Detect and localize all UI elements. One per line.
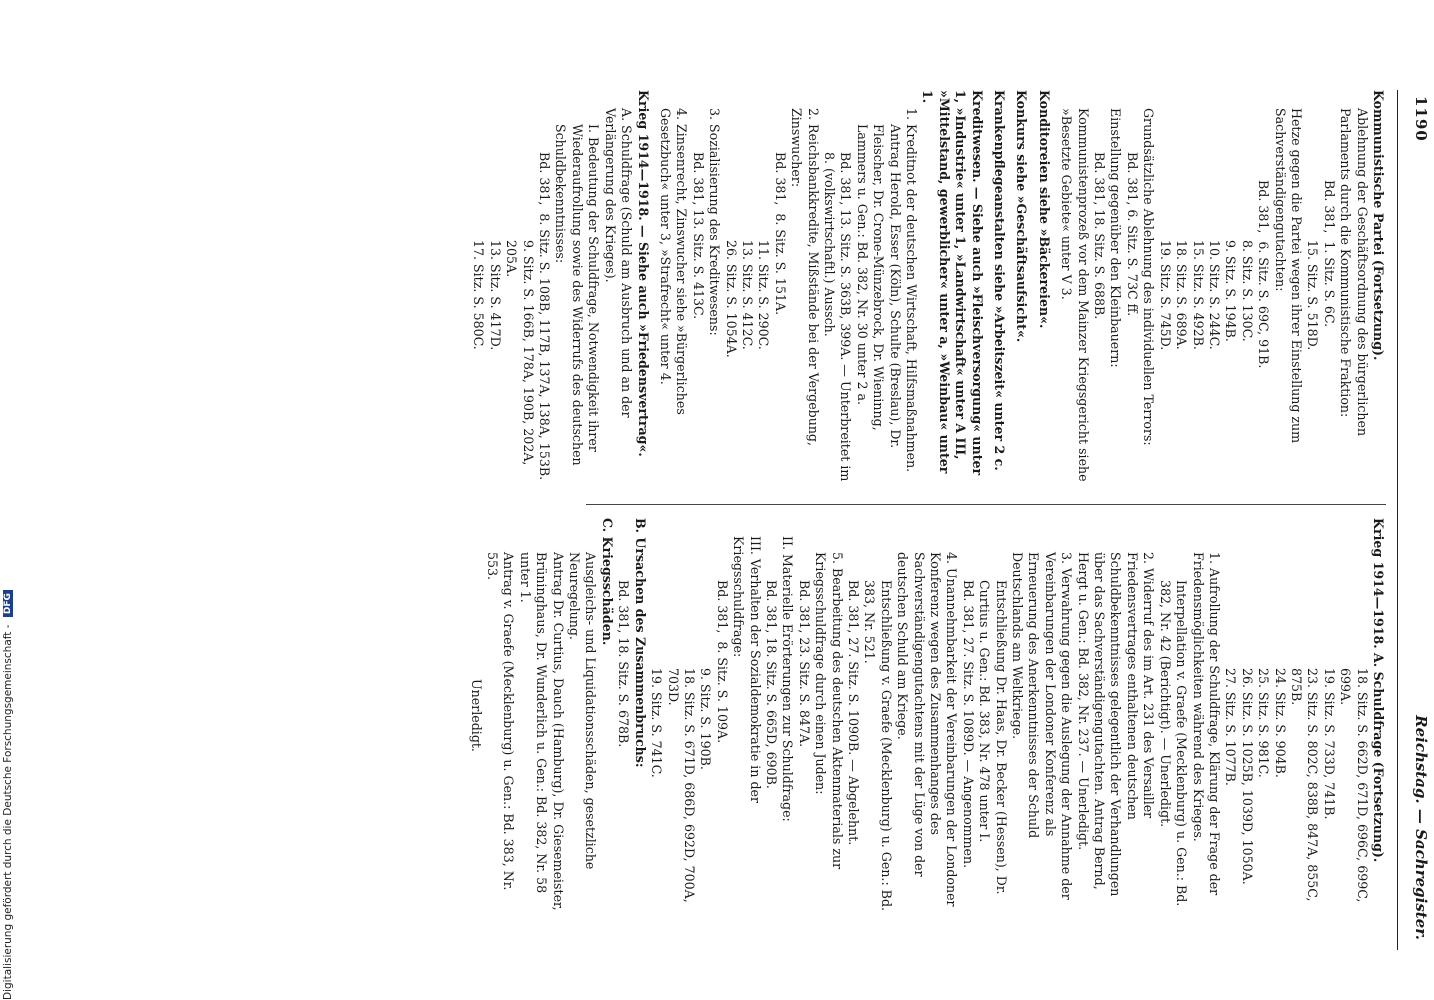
index-entry: Bd. 381, 6. Sitz. S. 69C, 91B. xyxy=(1256,180,1272,369)
dfg-logo: DFG xyxy=(3,590,13,617)
index-entry: 18. Sitz. S. 689A. xyxy=(1174,240,1190,350)
index-entry: 5. Bearbeitung des deutschen Aktenmaterials zur Kriegsschuldfrage durch einen Juden: xyxy=(813,552,845,874)
index-entry: 18. Sitz. S. 662D, 671D, 696C, 699C, 699A. xyxy=(1338,668,1370,907)
index-entry: Bd. 381, 27. Sitz. S. 1089D. — Angenommen. xyxy=(960,580,976,869)
index-heading: Kreditwesen. — Siehe auch »Fleischversorgung« unter 1, »Industrie« unter 1, »Landwirtschaft« unter A III, »Mittelstand, gewerblicher« unter a, »Weinbau« unter 1. xyxy=(920,90,985,480)
index-entry: 19. Sitz. S. 741C. xyxy=(649,668,665,778)
index-entry: 19. Sitz. S. 733D, 741B. xyxy=(1321,668,1337,820)
index-heading: Krieg 1914—1918. A. Schuldfrage (Fortsetzung). xyxy=(1371,518,1386,863)
index-heading: Konditoreien siehe »Bäckereien«. xyxy=(1036,90,1052,329)
index-heading: Krieg 1914—1918. — Siehe auch »Friedensvertrag«. xyxy=(635,90,651,457)
index-entry: 9. Sitz. S. 166B, 178A, 190B, 202A, 205A. xyxy=(504,240,536,470)
index-entry: 2. Reichsbankkredite, Mißstände bei der Vergebung, Zinswucher: xyxy=(789,108,821,451)
index-entry: 23. Sitz. S. 802C, 838B, 847A, 855C, 875B. xyxy=(1288,668,1321,906)
index-entry: Entschließung Dr. Haas, Dr. Becker (Hessen), Dr. Curtius u. Gen.: Bd. 383, Nr. 478 unter I. xyxy=(977,580,1009,899)
index-heading: C. Kriegsschäden. xyxy=(599,518,615,646)
index-heading: Konkurs siehe »Geschäftsaufsicht«. xyxy=(1014,90,1030,343)
index-entry: Bd. 381, 8. Sitz. S. 151A. xyxy=(772,152,788,316)
index-entry: Interpellation v. Graefe (Mecklenburg) u. Gen.: Bd. 382, Nr. 42 (Berichtigt). — Unerledigt. xyxy=(1157,580,1190,911)
index-entry: II. Materielle Erörterungen zur Schuldfrage: xyxy=(780,536,796,822)
running-header xyxy=(1397,90,1434,950)
index-entry: 18. Sitz. S. 671D, 686D, 692D, 700A, 703D. xyxy=(665,668,697,907)
index-entry: Bd. 381, 8. Sitz. S. 109A. xyxy=(714,580,730,744)
digitization-note xyxy=(2,10,18,1000)
index-entry: 4. Zinsenrecht, Zinswucher siehe »Bürgerliches Gesetzbuch« unter 3, »Strafrecht« unter 4. xyxy=(657,108,690,419)
index-entry: Entschließung v. Graefe (Mecklenburg) u. Gen.: Bd. 383, Nr. 521. xyxy=(862,580,894,916)
index-entry: 10. Sitz. S. 244C. xyxy=(1206,240,1222,350)
index-entry: Bd. 381, 13. Sitz. S. 413C. xyxy=(690,152,706,320)
index-entry: Bd. 381, 18. Sitz. S. 688B. xyxy=(1092,152,1108,320)
index-heading: B. Ursachen des Zusammenbruchs: xyxy=(632,518,648,768)
left-column xyxy=(470,90,1386,485)
index-entry: Einstellung gegenüber den Kleinbauern: xyxy=(1108,108,1124,368)
index-entry: Bd. 381, 13. Sitz. S. 363B, 399A. — Unterbreitet im 8. (volkswirtschaftl.) Aussch. xyxy=(822,152,854,486)
index-entry: Bd. 381, 18. Sitz. S. 665D, 690B. xyxy=(763,580,779,789)
index-entry: Bd. 381, 23. Sitz. S. 847A. xyxy=(796,580,812,748)
column-divider xyxy=(586,504,1386,505)
rotated-page-content xyxy=(164,90,1434,950)
index-entry: 25. Sitz. S. 981C. xyxy=(1256,668,1272,778)
index-entry: Antrag v. Graefe (Mecklenburg) u. Gen.: Bd. 383, Nr. 553. xyxy=(485,552,517,895)
index-entry: Bd. 381, 27. Sitz. S. 1090B. — Abgelehnt. xyxy=(846,580,861,846)
index-entry: Bd. 381, 8. Sitz. S. 108B, 117B, 137A, 138A, 153B. xyxy=(537,152,553,481)
index-entry: 1. Kreditnot der deutschen Wirtschaft, Hilfsmaßnahmen. xyxy=(904,108,920,473)
index-entry: Bd. 381, 18. Sitz. S. 678B. xyxy=(616,580,632,748)
index-entry: Kommunistenprozeß vor dem Mainzer Kriegsgericht siehe »Besetzte Gebiete« unter V 3. xyxy=(1059,108,1091,486)
index-entry xyxy=(985,90,991,485)
index-entry: Unerledigt. xyxy=(468,679,484,752)
index-entry: Bd. 381, 1. Sitz. S. 6C. xyxy=(1321,180,1337,328)
index-entry: Ablehnung der Geschäftsordnung des bürgerlichen Parlaments durch die Kommunistische Fraktion: xyxy=(1338,108,1370,441)
index-heading: Kommunistische Partei (Fortsetzung). xyxy=(1371,90,1386,361)
index-entry: 11. Sitz. S. 290C. xyxy=(756,240,772,350)
index-entry: 13. Sitz. S. 417D. xyxy=(487,240,503,351)
index-entry: 13. Sitz. S. 412C. xyxy=(739,240,755,350)
index-entry: Ausgleichs- und Liquidationsschäden, gesetzliche Neuregelung. xyxy=(567,552,599,874)
index-entry: III. Verhalten der Sozialdemokratie in der Kriegsschuldfrage: xyxy=(731,536,763,807)
index-entry: 24. Sitz. S. 904B. xyxy=(1272,668,1288,778)
index-entry: 2. Widerruf des im Art. 231 des Versailler Friedensvertrages enthaltenen deutschen Schuldbekenntnisses gelegentlich der Verhandlungen über das Sachverständigengutachten. Antrag Bernd, Hergt u. Gen.: Bd. 382, Nr. 237. — Unerledigt. xyxy=(1075,552,1157,901)
running-title: Reichstag. — Sachregister. xyxy=(1412,715,1430,940)
digitization-text: Digitalisierung gefördert durch die Deutsche Forschungsgemeinschaft - xyxy=(2,624,14,1000)
index-entry: Grundsätzliche Ablehnung des individuellen Terrors: xyxy=(1141,108,1157,446)
index-entry: 9. Sitz. S. 190B. xyxy=(698,668,714,770)
index-entry: 1. Aufrollung der Schuldfrage, Klärung der Frage der Friedensmöglichkeiten während des Krieges. xyxy=(1190,552,1222,900)
page-number: 1190 xyxy=(1412,96,1430,142)
index-entry: Hetze gegen die Partei wegen ihrer Einstellung zum Sachverständigengutachten: xyxy=(1272,108,1304,448)
index-entry: 17. Sitz. S. 580C. xyxy=(471,240,487,350)
index-entry: 4. Unannehmbarkeit der Vereinbarungen der Londoner Konferenz wegen des Zusammenhanges des Sachverständigengutachtens mit der Lüge von der deutschen Schuld am Kriege. xyxy=(895,552,960,911)
index-entry: 3. Verwahrung gegen die Auslegung der Annahme der Vereinbarungen der Londoner Konferenz als Erneuerung des Anerkenntnisses der Schuld Deutschlands am Weltkriege. xyxy=(1010,552,1075,904)
index-entry: 3. Sozialisierung des Kreditwesens: xyxy=(707,108,723,336)
index-entry: Bd. 381, 6. Sitz. S. 73C ff. xyxy=(1124,152,1140,317)
index-entry: 15. Sitz. S. 492B. xyxy=(1190,240,1206,350)
index-entry: Antrag Dr. Curtius, Dauch (Hamburg), Dr. Giesemeister, Brüninghaus, Dr. Wunderlich u. Gen.: Bd. 382, Nr. 58 unter 1. xyxy=(517,552,566,915)
right-column xyxy=(467,518,1386,916)
index-entry: Antrag Herold, Esser (Köln), Schulte (Breslau), Dr. Fleischer, Dr. Crone-Münzebrock, Dr. Wieninng, Lammers u. Gen.: Bd. 382, Nr. 30 unter 2 a. xyxy=(854,124,903,453)
index-entry: I. Bedeutung der Schuldfrage, Notwendigkeit ihrer Wiederaufrollung sowie des Widerrufs des deutschen Schuldbekenntnisses: xyxy=(553,124,602,470)
index-entry: 9. Sitz. S. 194B. xyxy=(1223,240,1239,342)
index-entry: 15. Sitz. S. 518D. xyxy=(1305,240,1321,351)
index-entry: 19. Sitz. S. 745D. xyxy=(1157,240,1173,351)
index-entry: 26. Sitz. S. 1025B, 1039D, 1050A. xyxy=(1239,668,1255,885)
index-entry: 27. Sitz. S. 1077B. xyxy=(1223,668,1239,786)
index-heading: Krankenpflegeanstalten siehe »Arbeitszeit« unter 2 c. xyxy=(992,90,1008,471)
index-entry: 26. Sitz. S. 1054A. xyxy=(723,240,739,358)
index-entry: A. Schuldfrage (Schuld am Ausbruch und an der Verlängerung des Krieges). xyxy=(602,108,635,422)
index-entry: 8. Sitz. S. 130C. xyxy=(1239,240,1255,342)
